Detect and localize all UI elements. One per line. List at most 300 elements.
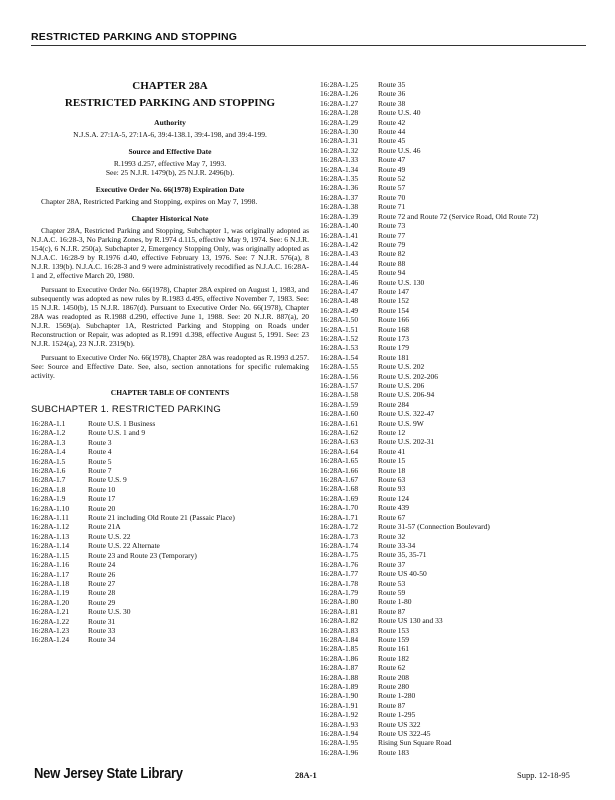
section-number: 16:28A-1.76 bbox=[320, 559, 359, 569]
section-title: Route 62 bbox=[378, 663, 406, 673]
section-title: Route 1-295 bbox=[378, 710, 416, 720]
section-title: Route 35, 35-71 bbox=[378, 550, 427, 560]
section-title: Route 41 bbox=[378, 446, 406, 456]
section-number: 16:28A-1.38 bbox=[320, 202, 359, 212]
toc-entry bbox=[31, 504, 309, 513]
toc-entry bbox=[320, 409, 605, 418]
toc-entry bbox=[31, 447, 309, 456]
section-number: 16:28A-1.8 bbox=[31, 484, 66, 494]
section-title: Route 71 bbox=[378, 202, 406, 212]
section-number: 16:28A-1.80 bbox=[320, 597, 359, 607]
section-title: Route 79 bbox=[378, 239, 406, 249]
section-title: Route 59 bbox=[378, 587, 406, 597]
section-number: 16:28A-1.39 bbox=[320, 211, 359, 221]
section-title: Route 35 bbox=[378, 80, 406, 89]
section-title: Route U.S. 9 bbox=[88, 475, 127, 485]
toc-entry bbox=[320, 89, 605, 98]
history-paragraph-3: Pursuant to Executive Order No. 66(1978), Chapter 28A was readopted as R.1993 d.257. See: Source and Effective Date. See, also, section annotations for specific rulemaking activity. bbox=[31, 353, 309, 380]
toc-entry bbox=[320, 202, 605, 211]
toc-entry bbox=[320, 437, 605, 446]
toc-entry bbox=[320, 231, 605, 240]
toc-entry bbox=[320, 127, 605, 136]
section-title: Route U.S. 202-206 bbox=[378, 371, 438, 381]
section-title: Route U.S. 46 bbox=[378, 145, 421, 155]
section-number: 16:28A-1.24 bbox=[31, 635, 70, 645]
section-title: Route 173 bbox=[378, 333, 410, 343]
toc-entry bbox=[320, 710, 605, 719]
section-number: 16:28A-1.89 bbox=[320, 682, 359, 691]
section-number: 16:28A-1.66 bbox=[320, 465, 359, 475]
section-number: 16:28A-1.57 bbox=[320, 381, 359, 390]
toc-entry bbox=[320, 701, 605, 710]
section-number: 16:28A-1.14 bbox=[31, 541, 70, 551]
section-number: 16:28A-1.87 bbox=[320, 663, 359, 673]
toc-entry bbox=[320, 635, 605, 644]
toc-entry bbox=[320, 221, 605, 230]
toc-entry bbox=[320, 99, 605, 108]
chapter-number: CHAPTER 28A bbox=[132, 80, 208, 92]
section-title: Route 20 bbox=[88, 503, 116, 513]
toc-entry bbox=[31, 626, 309, 635]
chapter-title: RESTRICTED PARKING AND STOPPING bbox=[64, 97, 276, 109]
toc-entry bbox=[320, 532, 605, 541]
section-title: Route 161 bbox=[378, 644, 410, 654]
section-number: 16:28A-1.40 bbox=[320, 221, 359, 231]
section-number: 16:28A-1.59 bbox=[320, 399, 359, 409]
section-title: Route 45 bbox=[378, 136, 406, 146]
section-title: Route 21 including Old Route 21 (Passaic Place) bbox=[88, 513, 235, 523]
section-title: Route 179 bbox=[378, 343, 410, 353]
section-number: 16:28A-1.16 bbox=[31, 560, 70, 570]
section-number: 16:28A-1.47 bbox=[320, 286, 359, 296]
section-title: Route 36 bbox=[378, 89, 406, 99]
toc-entry bbox=[320, 212, 605, 221]
section-number: 16:28A-1.96 bbox=[320, 747, 359, 757]
section-title: Route 5 bbox=[88, 456, 112, 466]
section-number: 16:28A-1.56 bbox=[320, 371, 359, 381]
section-title: Route 94 bbox=[378, 268, 406, 278]
section-title: Route 153 bbox=[378, 625, 410, 635]
section-number: 16:28A-1.77 bbox=[320, 569, 359, 579]
section-title: Route U.S. 206-94 bbox=[378, 390, 435, 400]
toc-entry bbox=[320, 390, 605, 399]
section-number: 16:28A-1.64 bbox=[320, 446, 359, 456]
source-line-1: R.1993 d.257, effective May 7, 1993. bbox=[113, 159, 227, 168]
section-number: 16:28A-1.26 bbox=[320, 89, 359, 99]
toc-entry bbox=[320, 447, 605, 456]
section-title: Route 63 bbox=[378, 475, 406, 485]
toc-entry bbox=[320, 353, 605, 362]
toc-entry bbox=[320, 513, 605, 522]
section-title: Route 4 bbox=[88, 447, 112, 457]
toc-entry bbox=[320, 325, 605, 334]
section-title: Route 10 bbox=[88, 484, 116, 494]
toc-entry bbox=[31, 532, 309, 541]
toc-entry bbox=[320, 80, 605, 89]
section-number: 16:28A-1.6 bbox=[31, 466, 66, 476]
section-title: Route 15 bbox=[378, 456, 406, 466]
toc-entry bbox=[320, 343, 605, 352]
section-title: Route 57 bbox=[378, 183, 406, 193]
section-title: Route US 40-50 bbox=[378, 569, 427, 579]
section-number: 16:28A-1.32 bbox=[320, 145, 359, 155]
section-number: 16:28A-1.62 bbox=[320, 428, 359, 438]
section-number: 16:28A-1.71 bbox=[320, 512, 359, 522]
section-number: 16:28A-1.55 bbox=[320, 362, 359, 372]
section-title: Route 27 bbox=[88, 578, 116, 588]
section-title: Route 88 bbox=[378, 258, 406, 268]
toc-entry bbox=[31, 579, 309, 588]
section-title: Route U.S. 130 bbox=[378, 277, 425, 287]
section-title: Route U.S. 322-47 bbox=[378, 409, 435, 419]
section-title: Route U.S. 22 bbox=[88, 531, 131, 541]
section-number: 16:28A-1.95 bbox=[320, 738, 359, 748]
toc-entry bbox=[320, 108, 605, 117]
toc-entry bbox=[320, 240, 605, 249]
section-title: Route 21A bbox=[88, 522, 121, 532]
toc-entry bbox=[320, 165, 605, 174]
toc-entry bbox=[320, 400, 605, 409]
toc-entry bbox=[31, 617, 309, 626]
toc-entry bbox=[31, 588, 309, 597]
section-number: 16:28A-1.84 bbox=[320, 634, 359, 644]
toc-entry bbox=[320, 560, 605, 569]
section-number: 16:28A-1.36 bbox=[320, 183, 359, 193]
section-title: Route 3 bbox=[88, 437, 112, 447]
section-number: 16:28A-1.50 bbox=[320, 315, 359, 325]
section-number: 16:28A-1.85 bbox=[320, 644, 359, 654]
toc-entry bbox=[31, 438, 309, 447]
toc-heading: CHAPTER TABLE OF CONTENTS bbox=[110, 388, 230, 397]
toc-entry bbox=[320, 456, 605, 465]
toc-entry bbox=[320, 315, 605, 324]
toc-entry bbox=[320, 484, 605, 493]
toc-entry bbox=[320, 287, 605, 296]
section-title: Route 280 bbox=[378, 682, 410, 691]
section-number: 16:28A-1.11 bbox=[31, 513, 69, 523]
section-number: 16:28A-1.21 bbox=[31, 607, 70, 617]
section-number: 16:28A-1.83 bbox=[320, 625, 359, 635]
section-title: Route 70 bbox=[378, 192, 406, 202]
section-number: 16:28A-1.1 bbox=[31, 419, 66, 428]
section-title: Route 87 bbox=[378, 606, 406, 616]
section-number: 16:28A-1.10 bbox=[31, 503, 70, 513]
toc-entry bbox=[320, 626, 605, 635]
toc-entry bbox=[31, 475, 309, 484]
section-title: Route U.S. 202-31 bbox=[378, 437, 435, 447]
section-title: Route 33 bbox=[88, 625, 116, 635]
section-title: Route 24 bbox=[88, 560, 116, 570]
section-number: 16:28A-1.23 bbox=[31, 625, 70, 635]
section-number: 16:28A-1.94 bbox=[320, 729, 359, 739]
section-title: Route 7 bbox=[88, 466, 112, 476]
section-number: 16:28A-1.9 bbox=[31, 494, 66, 504]
toc-entry bbox=[320, 738, 605, 747]
section-title: Route 26 bbox=[88, 569, 116, 579]
toc-entry bbox=[320, 550, 605, 559]
section-number: 16:28A-1.78 bbox=[320, 578, 359, 588]
history-paragraph-1: Chapter 28A, Restricted Parking and Stopping, Subchapter 1, was originally adopted as N.J.A.C. 16:28-3, No Parking Zones, by R.1974 d.115, effective May 9, 1974. See: 6 N.J.R. 154(c), 6 N.J.R. 250(a). Subchapter 2, Emergency Stopping Only, was originally adopted as N.J.A.C. 16:28-9 by R.1976 d.40, effective February 13, 1976. See: 7 N.J.R. 576(a), 8 N.J.R. 139(b). N.J.A.C. 16:28-3 and 9 were administratively recodified as N.J.A.C. 16:28A-1 and 2, effective March 20, 1980. bbox=[31, 226, 309, 280]
running-head: RESTRICTED PARKING AND STOPPING bbox=[31, 31, 586, 46]
section-number: 16:28A-1.2 bbox=[31, 428, 66, 438]
section-number: 16:28A-1.91 bbox=[320, 700, 359, 710]
toc-entry bbox=[320, 381, 605, 390]
section-title: Route U.S. 30 bbox=[88, 607, 131, 617]
source-heading: Source and Effective Date bbox=[128, 147, 212, 156]
section-number: 16:28A-1.12 bbox=[31, 522, 70, 532]
section-title: Route 73 bbox=[378, 221, 406, 231]
toc-entry bbox=[31, 419, 309, 428]
left-column bbox=[31, 80, 309, 645]
toc-entry bbox=[320, 174, 605, 183]
eo-text: Chapter 28A, Restricted Parking and Stopping, expires on May 7, 1998. bbox=[41, 197, 258, 206]
toc-entry bbox=[320, 428, 605, 437]
section-number: 16:28A-1.45 bbox=[320, 268, 359, 278]
section-number: 16:28A-1.25 bbox=[320, 80, 359, 89]
toc-entry bbox=[320, 720, 605, 729]
toc-entry bbox=[320, 296, 605, 305]
section-title: Route 1-280 bbox=[378, 691, 416, 701]
section-title: Route 159 bbox=[378, 634, 410, 644]
section-number: 16:28A-1.79 bbox=[320, 587, 359, 597]
toc-entry bbox=[320, 249, 605, 258]
section-title: Route 82 bbox=[378, 249, 406, 259]
section-title: Route 87 bbox=[378, 700, 406, 710]
toc-entry bbox=[320, 569, 605, 578]
section-title: Route 31-57 (Connection Boulevard) bbox=[378, 522, 490, 532]
toc-entry bbox=[320, 522, 605, 531]
section-number: 16:28A-1.19 bbox=[31, 588, 70, 598]
section-title: Route 23 and Route 23 (Temporary) bbox=[88, 550, 197, 560]
section-title: Route 439 bbox=[378, 503, 410, 513]
section-number: 16:28A-1.49 bbox=[320, 305, 359, 315]
toc-entry bbox=[31, 635, 309, 644]
toc-entry bbox=[320, 616, 605, 625]
toc-entry bbox=[31, 513, 309, 522]
section-title: Route 49 bbox=[378, 164, 406, 174]
section-title: Route 31 bbox=[88, 616, 116, 626]
section-title: Route U.S. 22 Alternate bbox=[88, 541, 160, 551]
section-number: 16:28A-1.63 bbox=[320, 437, 359, 447]
toc-entry bbox=[320, 466, 605, 475]
section-number: 16:28A-1.17 bbox=[31, 569, 70, 579]
toc-entry bbox=[320, 419, 605, 428]
toc-entry bbox=[31, 607, 309, 616]
toc-entry bbox=[320, 494, 605, 503]
toc-entry bbox=[320, 682, 605, 691]
subchapter-heading: SUBCHAPTER 1. RESTRICTED PARKING bbox=[31, 404, 221, 415]
history-paragraph-2: Pursuant to Executive Order No. 66(1978), Chapter 28A expired on August 1, 1983, and subsequently was adopted as new rules by R.1983 d.495, effective November 7, 1983. See: 15 N.J.R. 1450(b), 15 N.J.R. 1867(d). Pursuant to Executive Order No. 66(1978), Chapter 28A was readopted as R.1988 d.290, effective June 1, 1988. See: 20 N.J.R. 887(a), 20 N.J.R. 1569(a). Subchapter 1A, Restricted Parking and Stopping on Roads under Reconstruction or Repair, was adopted as R.1991 d.398, effective August 5, 1991. See: 23 N.J.R. 1524(a), 23 N.J.R. 2319(b). bbox=[31, 285, 309, 348]
section-number: 16:28A-1.5 bbox=[31, 456, 66, 466]
section-number: 16:28A-1.72 bbox=[320, 522, 359, 532]
authority-heading: Authority bbox=[154, 118, 186, 127]
section-number: 16:28A-1.4 bbox=[31, 447, 66, 457]
toc-entry bbox=[320, 597, 605, 606]
toc-entry bbox=[31, 570, 309, 579]
section-title: Route 53 bbox=[378, 578, 406, 588]
section-number: 16:28A-1.82 bbox=[320, 616, 359, 626]
section-title: Route 166 bbox=[378, 315, 410, 325]
toc-entry bbox=[320, 193, 605, 202]
toc-entry bbox=[320, 183, 605, 192]
toc-entry bbox=[320, 541, 605, 550]
toc-entry bbox=[31, 466, 309, 475]
section-number: 16:28A-1.60 bbox=[320, 409, 359, 419]
section-title: Route U.S. 206 bbox=[378, 381, 425, 390]
section-title: Route 93 bbox=[378, 484, 406, 494]
section-number: 16:28A-1.7 bbox=[31, 475, 66, 485]
section-title: Route U.S. 1 and 9 bbox=[88, 428, 146, 438]
toc-entry bbox=[320, 372, 605, 381]
section-title: Route 154 bbox=[378, 305, 410, 315]
toc-entry bbox=[320, 268, 605, 277]
section-title: Route 42 bbox=[378, 117, 406, 127]
section-number: 16:28A-1.33 bbox=[320, 155, 359, 165]
section-title: Route U.S. 9W bbox=[378, 418, 424, 428]
section-title: Route 37 bbox=[378, 559, 406, 569]
section-title: Route 29 bbox=[88, 597, 116, 607]
section-title: Route 284 bbox=[378, 399, 410, 409]
section-number: 16:28A-1.27 bbox=[320, 98, 359, 108]
section-number: 16:28A-1.51 bbox=[320, 324, 359, 334]
section-title: Route 152 bbox=[378, 296, 410, 306]
toc-entry bbox=[31, 522, 309, 531]
toc-entry bbox=[320, 654, 605, 663]
section-number: 16:28A-1.43 bbox=[320, 249, 359, 259]
toc-entry bbox=[320, 118, 605, 127]
section-number: 16:28A-1.58 bbox=[320, 390, 359, 400]
section-title: Route 17 bbox=[88, 494, 116, 504]
section-number: 16:28A-1.42 bbox=[320, 239, 359, 249]
toc-entry bbox=[320, 278, 605, 287]
section-title: Route 28 bbox=[88, 588, 116, 598]
toc-entry bbox=[320, 748, 605, 757]
section-number: 16:28A-1.37 bbox=[320, 192, 359, 202]
toc-entry bbox=[31, 428, 309, 437]
section-number: 16:28A-1.41 bbox=[320, 230, 359, 240]
section-number: 16:28A-1.73 bbox=[320, 531, 359, 541]
section-title: Route 34 bbox=[88, 635, 116, 645]
toc-entry bbox=[320, 475, 605, 484]
section-title: Route 12 bbox=[378, 428, 406, 438]
section-title: Route 67 bbox=[378, 512, 406, 522]
history-heading: Chapter Historical Note bbox=[131, 214, 209, 223]
section-number: 16:28A-1.70 bbox=[320, 503, 359, 513]
section-title: Route 208 bbox=[378, 672, 410, 682]
supplement-date: Supp. 12-18-95 bbox=[517, 770, 570, 780]
section-number: 16:28A-1.15 bbox=[31, 550, 70, 560]
section-title: Route 38 bbox=[378, 98, 406, 108]
toc-entry bbox=[320, 306, 605, 315]
section-title: Route 147 bbox=[378, 286, 410, 296]
section-number: 16:28A-1.68 bbox=[320, 484, 359, 494]
section-number: 16:28A-1.74 bbox=[320, 540, 359, 550]
section-title: Route 44 bbox=[378, 127, 406, 137]
toc-entry bbox=[31, 494, 309, 503]
toc-entry bbox=[320, 155, 605, 164]
toc-right-list bbox=[320, 80, 605, 757]
toc-entry bbox=[320, 503, 605, 512]
section-title: Route 168 bbox=[378, 324, 410, 334]
section-number: 16:28A-1.93 bbox=[320, 719, 359, 729]
toc-entry bbox=[320, 663, 605, 672]
section-number: 16:28A-1.44 bbox=[320, 258, 359, 268]
eo-heading: Executive Order No. 66(1978) Expiration Date bbox=[95, 185, 245, 194]
section-number: 16:28A-1.88 bbox=[320, 672, 359, 682]
section-number: 16:28A-1.86 bbox=[320, 653, 359, 663]
section-number: 16:28A-1.29 bbox=[320, 117, 359, 127]
section-number: 16:28A-1.81 bbox=[320, 606, 359, 616]
section-number: 16:28A-1.53 bbox=[320, 343, 359, 353]
section-number: 16:28A-1.90 bbox=[320, 691, 359, 701]
section-number: 16:28A-1.69 bbox=[320, 493, 359, 503]
toc-entry bbox=[320, 362, 605, 371]
section-number: 16:28A-1.52 bbox=[320, 333, 359, 343]
library-stamp: New Jersey State Library bbox=[34, 766, 183, 782]
page-number: 28A-1 bbox=[295, 770, 317, 780]
section-title: Route US 130 and 33 bbox=[378, 616, 443, 626]
section-title: Route U.S. 1 Business bbox=[88, 419, 156, 428]
toc-entry bbox=[320, 259, 605, 268]
section-number: 16:28A-1.31 bbox=[320, 136, 359, 146]
toc-entry bbox=[320, 691, 605, 700]
section-number: 16:28A-1.46 bbox=[320, 277, 359, 287]
section-title: Route 183 bbox=[378, 747, 410, 757]
section-title: Route U.S. 40 bbox=[378, 108, 421, 118]
toc-entry bbox=[31, 457, 309, 466]
toc-entry bbox=[320, 673, 605, 682]
section-title: Route 32 bbox=[378, 531, 406, 541]
toc-entry bbox=[320, 644, 605, 653]
section-title: Route 77 bbox=[378, 230, 406, 240]
section-number: 16:28A-1.65 bbox=[320, 456, 359, 466]
section-number: 16:28A-1.67 bbox=[320, 475, 359, 485]
toc-entry bbox=[320, 579, 605, 588]
section-title: Rising Sun Square Road bbox=[378, 738, 452, 748]
section-number: 16:28A-1.22 bbox=[31, 616, 70, 626]
toc-entry bbox=[320, 146, 605, 155]
section-number: 16:28A-1.75 bbox=[320, 550, 359, 560]
section-title: Route US 322-45 bbox=[378, 729, 431, 739]
section-title: Route 33-34 bbox=[378, 540, 416, 550]
toc-entry bbox=[31, 560, 309, 569]
toc-entry bbox=[31, 485, 309, 494]
toc-entry bbox=[320, 588, 605, 597]
section-title: Route 124 bbox=[378, 493, 410, 503]
section-number: 16:28A-1.48 bbox=[320, 296, 359, 306]
toc-entry bbox=[31, 541, 309, 550]
section-number: 16:28A-1.92 bbox=[320, 710, 359, 720]
section-number: 16:28A-1.35 bbox=[320, 174, 359, 184]
section-number: 16:28A-1.30 bbox=[320, 127, 359, 137]
toc-entry bbox=[320, 136, 605, 145]
section-title: Route 181 bbox=[378, 352, 410, 362]
section-title: Route U.S. 202 bbox=[378, 362, 425, 372]
toc-entry bbox=[320, 334, 605, 343]
page-footer bbox=[0, 766, 615, 788]
toc-entry bbox=[31, 598, 309, 607]
section-title: Route 182 bbox=[378, 653, 410, 663]
toc-entry bbox=[31, 551, 309, 560]
section-title: Route 72 and Route 72 (Service Road, Old Route 72) bbox=[378, 211, 539, 221]
toc-entry bbox=[320, 729, 605, 738]
section-number: 16:28A-1.20 bbox=[31, 597, 70, 607]
section-number: 16:28A-1.13 bbox=[31, 531, 70, 541]
section-title: Route 1-80 bbox=[378, 597, 412, 607]
toc-entry bbox=[320, 607, 605, 616]
section-title: Route 18 bbox=[378, 465, 406, 475]
section-number: 16:28A-1.28 bbox=[320, 108, 359, 118]
